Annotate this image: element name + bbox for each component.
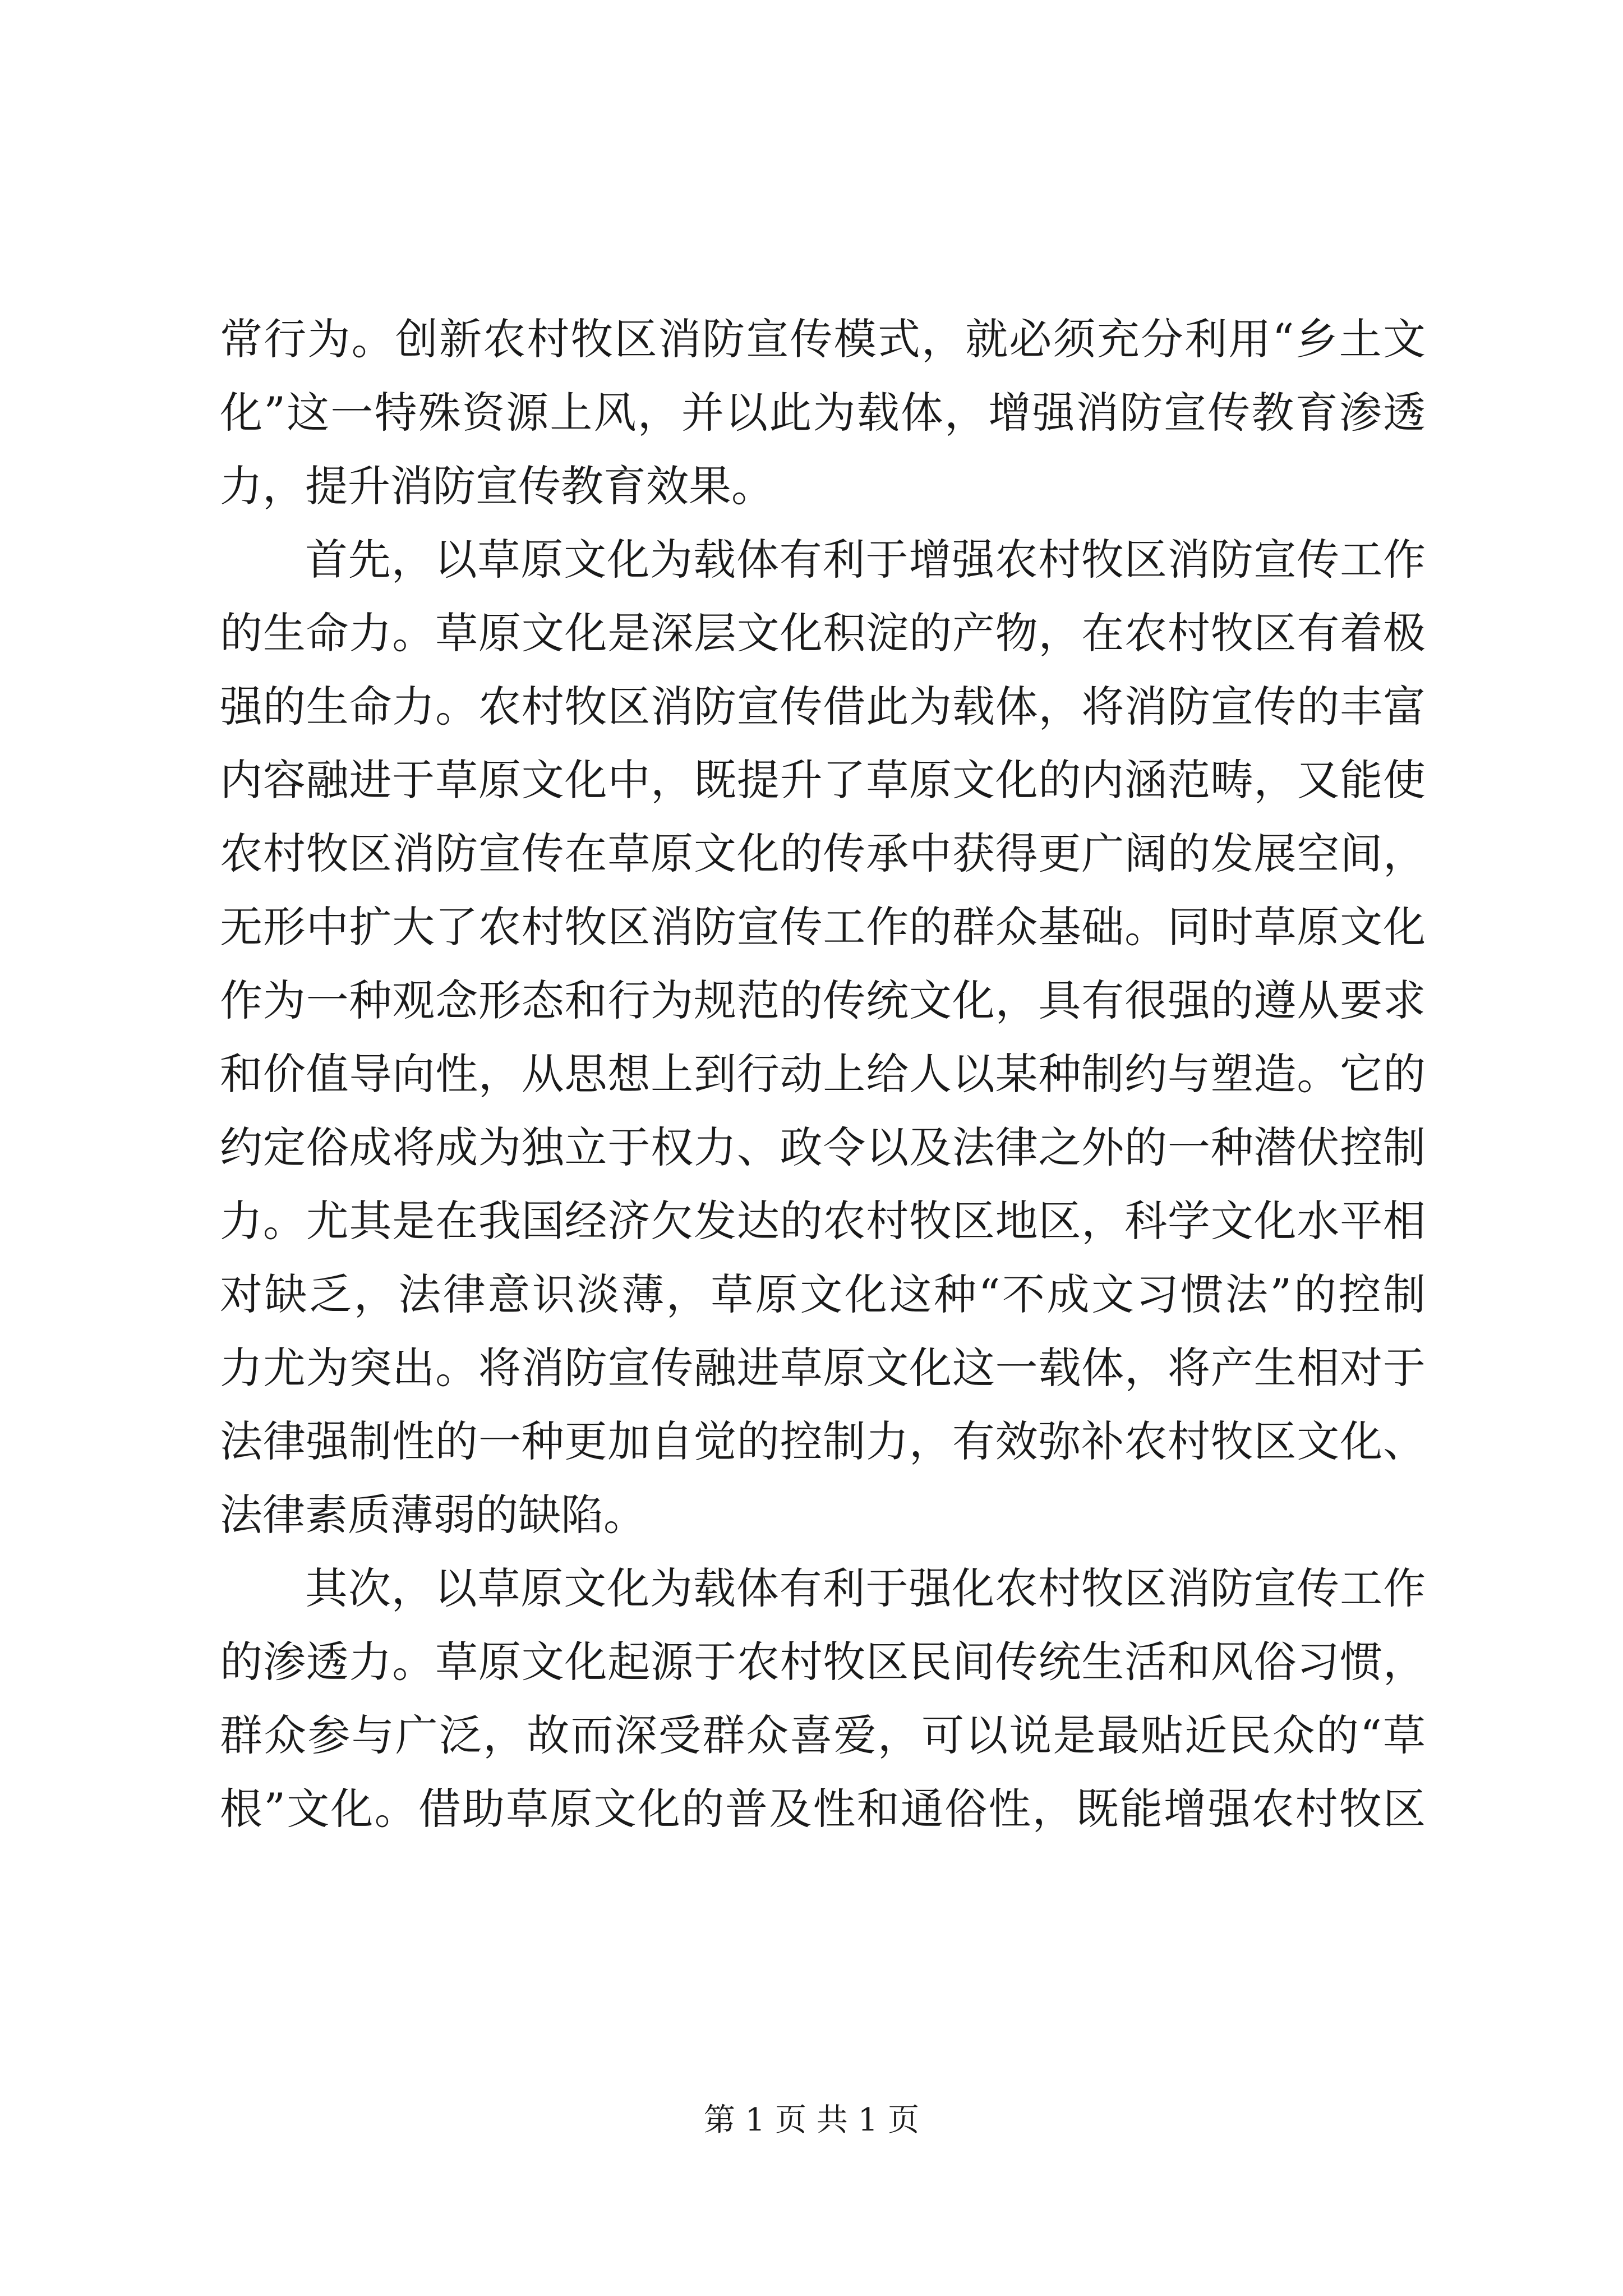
text-line: 力，提升消防宣传教育效果。: [220, 461, 774, 511]
text-line: 力尤为突出。将消防宣传融进草原文化这一载体，将产生相对于: [220, 1343, 1426, 1393]
text-line: 内容融进于草原文化中，既提升了草原文化的内涵范畴，又能使: [220, 755, 1426, 805]
text-line: 根”文化。借助草原文化的普及性和通俗性，既能增强农村牧区: [220, 1784, 1426, 1834]
paragraph-first-line: 其次，以草原文化为载体有利于强化农村牧区消防宣传工作: [305, 1563, 1426, 1613]
text-line: 农村牧区消防宣传在草原文化的传承中获得更广阔的发展空间，: [220, 829, 1426, 878]
text-line: 对缺乏，法律意识淡薄，草原文化这种“不成文习惯法”的控制: [220, 1269, 1426, 1319]
text-line: 的渗透力。草原文化起源于农村牧区民间传统生活和风俗习惯，: [220, 1637, 1426, 1687]
text-line: 无形中扩大了农村牧区消防宣传工作的群众基础。同时草原文化: [220, 902, 1426, 952]
text-line: 法律强制性的一种更加自觉的控制力，有效弥补农村牧区文化、: [220, 1416, 1426, 1466]
page-footer: 第 1 页 共 1 页: [703, 2102, 920, 2138]
text-line: 约定俗成将成为独立于权力、政令以及法律之外的一种潜伏控制: [220, 1122, 1426, 1172]
text-line: 和价值导向性，从思想上到行动上给人以某种制约与塑造。它的: [220, 1049, 1426, 1099]
text-line: 强的生命力。农村牧区消防宣传借此为载体，将消防宣传的丰富: [220, 682, 1426, 731]
text-line: 法律素质薄弱的缺陷。: [220, 1490, 646, 1540]
text-line: 力。尤其是在我国经济欠发达的农村牧区地区，科学文化水平相: [220, 1196, 1426, 1246]
text-line: 的生命力。草原文化是深层文化积淀的产物，在农村牧区有着极: [220, 608, 1426, 658]
text-line: 化”这一特殊资源上风，并以此为载体，增强消防宣传教育渗透: [220, 388, 1426, 438]
text-line: 常行为。创新农村牧区消防宣传模式，就必须充分利用“乡土文: [220, 314, 1426, 364]
paragraph-first-line: 首先，以草原文化为载体有利于增强农村牧区消防宣传工作: [305, 535, 1426, 585]
text-line: 群众参与广泛，故而深受群众喜爱，可以说是最贴近民众的“草: [220, 1710, 1426, 1760]
text-line: 作为一种观念形态和行为规范的传统文化，具有很强的遵从要求: [220, 976, 1426, 1025]
